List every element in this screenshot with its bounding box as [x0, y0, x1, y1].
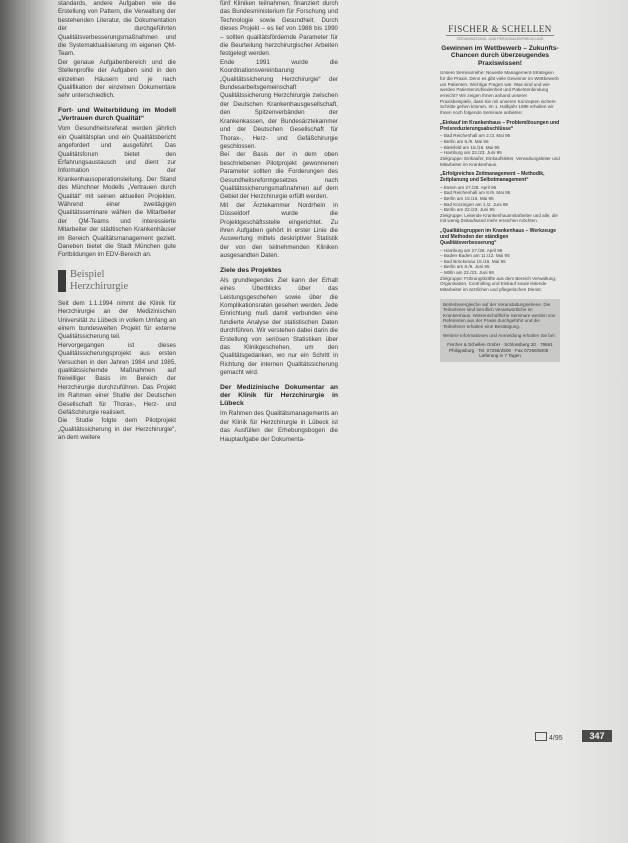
text-column-left	[58, 0, 176, 443]
issue-number: 4/95	[549, 735, 563, 742]
paragraph: fünf Kliniken teilnahmen, finanziert durch das Bundesministerium für Forschung und Technologie sowie Gesundheit. Durch dieses Projekt – es lief von 1988 bis 1990 – sollten qualitätsfördernde Parameter für die Beurteilung herzchirurgischer Arbeiten festgelegt werden.	[220, 0, 338, 58]
page-number: 347	[582, 730, 612, 742]
list-item: – Bad Reichenhall am 2./3. Mai 95	[440, 133, 511, 139]
seminar-title: „Qualitätsgruppen im Krankenhaus – Werkzeuge und Methoden der ständigen Qualitätsverbesserung“	[440, 228, 557, 246]
seminar-title: „Erfolgreiches Zeitmanagement – Methodik, Zeitplanung und Selbstmanagement“	[440, 171, 545, 184]
brand-logo: FISCHER & SCHELLEN	[448, 24, 552, 34]
beispiel-heading	[58, 268, 176, 294]
info-box	[440, 299, 560, 362]
paragraph: Mit der Ärztekammer Nordrhein in Düsseldorf wurde die Projektgeschäftsstelle eingerichtet. Zu ihren Aufgaben gehört in erster Linie die Auswertung mittels deskriptiver Statistik der von den teilnehmenden Kliniken ausgesandten Daten.	[220, 201, 338, 260]
paragraph: Im Rahmen des Qualitätsmanagements an der Klinik für Herzchirurgie in Lübeck ist das Ausfüllen der Erhebungsbogen die Hauptaufgabe der Dokumenta-	[220, 410, 338, 443]
section-heading: Ziele des Projektes	[220, 266, 282, 274]
seminar-note: Zielgruppe: Führungskräfte aus dem Bereich Verwaltung, Organisation, Controlling und Einkauf sowie leitende Mitarbeiter im ärztlichen und pflegerischen Dienst.	[440, 275, 557, 292]
section-heading: Fort- und Weiterbildung im Modell „Vertrauen durch Qualität“	[58, 106, 176, 123]
seminar-block	[440, 229, 560, 292]
seminar-dates	[440, 248, 560, 276]
seminar-note: Zielgruppe: Einkäufer, Einkaufsleiter, Verwaltungsleiter und Mitarbeiter im Krankenhaus.	[440, 155, 560, 167]
list-item: – Bad Krozingen am 1./2. Juni 95	[440, 201, 508, 207]
seminar-block	[440, 172, 560, 224]
beispiel-label: Beispiel	[70, 268, 105, 280]
list-item: – Bad Reichenhall am 8./9. Mai 95	[440, 190, 511, 196]
magazine-logo-icon	[535, 732, 547, 741]
list-item: – Hamburg am 27./28. April 95	[440, 247, 503, 253]
paragraph: standards, andere Aufgaben wie die Erstellung von Pattern, die Verwaltung der bestehenden Literatur, die Dokumentation der durchgeführten Qualitätsverbesserungsmaßnahmen und die Systemaktualisierung im eigenen QM-Team.	[58, 0, 176, 58]
list-item: – Berlin am 8./9. Juni 95	[440, 264, 490, 270]
seminar-dates	[440, 185, 560, 213]
paragraph: Als grundlegendes Ziel kann der Erhalt eines Überblicks über das Leistungsgeschehen sowie über die Komplikationsraten gesehen werden. Jede Einrichtung muß damit verbunden eine fundierte Analyse der statistischen Daten durchführen. Wir verstehen dabei darin die Erstellung von seriösen Statistiken über das Klinikgeschehen, um den Qualitätsgedanken, wo nur ein Schritt in Richtung der internen Qualitätssicherung gemacht wird.	[220, 276, 338, 377]
paragraph: Ende 1991 wurde die Koordinationsvereinbarung „Qualitätssicherung Herzchirurgie“ der Bundesarbeitsgemeinschaft Qualitätssicherung Herzchirurgie zwischen der Deutschen Krankenhausgesellschaft, den Spitzenverbänden der Krankenkassen, der Bundesärztekammer und der Deutschen Gesellschaft für Thorax-, Herz- und Gefäßchirurgie geschlossen.	[220, 58, 338, 150]
info-text: Betriebsvergleiche auf der Veranstaltungsebene. Die Teilnehmer sind beruflich Verantwortliche im Krankenhaus. Wissenschaftliche Seminare werden von Referenten aus der Praxis durchgeführt und die Teilnehmer erhalten eine Bestätigung.	[443, 301, 556, 330]
section-heading: Der Medizinische Dokumentar an der Klinik für Herzchirurgie in Lübeck	[220, 383, 338, 408]
seminar-note: Zielgruppe: Leitende Krankenhausmitarbeiter und alle, die mit wenig Zeitaufwand mehr erreichen möchten.	[440, 212, 558, 224]
info-text: Weitere Informationen und Anmeldung erhalten Sie bei:	[443, 332, 556, 338]
paragraph: Vom Gesundheitsreferat werden jährlich ein Qualitätsplan und ein Qualitätsbericht angefordert und ausgeführt. Das Qualitätsforum bietet den Erfahrungsaustausch und dient zur Information der Krankenhausoperationsleitung. Der Stand des Münchner Modells „Vertrauen durch Qualität“ mit seinen aktuellen Projekten. Während einer zweitägigen Qualitätsseminare wählen die Mitarbeiter der QM-Teams und interessierte Mitarbeiter der städtischen Krankenhäuser im Bereich Qualitätsmanagement gezielt. Daneben bietet die Stadt München gute Fortbildungen im EDV-Bereich an.	[58, 125, 176, 259]
paragraph: Seit dem 1.1.1994 nimmt die Klinik für Herzchirurgie an der Medizinischen Universität zu Lübeck in vollem Umfang an einem bundesweiten Projekt für externe Qualitätssicherung teil.	[58, 299, 176, 341]
list-item: – Essen am 27./28. April 95	[440, 184, 497, 190]
issue-label	[535, 732, 563, 742]
list-item: – Baden-Baden am 11./12. Mai 95	[440, 253, 510, 259]
list-item: – Hamburg am 22./23. Juni 95	[440, 150, 502, 156]
list-item: – Berlin am 15./16. Mai 95	[440, 196, 494, 201]
text-column-middle	[220, 0, 338, 444]
company-address: Fischer & Schellen GmbH · Schlossberg 20 · 76661 Philippsburg · Tel. 07256/2506 · Fax 07256/5006 · Lieferung in 7 Tagen	[447, 342, 553, 359]
seminar-title: „Einkauf im Krankenhaus – Problemlösungen und Preisreduzierungsabschlüsse“	[440, 119, 560, 132]
list-item: – Mölln am 22./23. Juni 95	[440, 269, 494, 275]
paragraph: Bei der Basis der in dem oben beschriebenen Pilotprojekt gewonnenen Parameter sollten die Forderungen des Gesundheitsreformgesetzes nach Qualitätssicherungsmaßnahmen auf dem Gebiet der Herzchirurgie erfüllt werden.	[220, 151, 338, 201]
paragraph: Die Studie folgte dem Pilotprojekt „Qualitätssicherung in der Herzchirurgie“, an dem weitere	[58, 417, 176, 442]
heading-bar	[58, 270, 66, 292]
seminar-block	[440, 121, 560, 167]
list-item: – Bielefeld am 15./16. Mai 95	[440, 144, 500, 150]
paragraph: Hervorgegangen ist dieses Qualitätssicherungsprojekt aus ersten Versuchen in den Jahren 1984 und 1985, qualitätssichernde Maßnahmen auf freiwilliger Basis im Bereich der Herzchirurgie durchzuführen. Das Projekt im Rahmen einer Studie der Deutschen Gesellschaft für Thorax-, Herz- und Gefäßchirurgie realisiert.	[58, 341, 176, 417]
ad-intro: Unsere Seminarreihe: Neueste Management-Strategien für die Praxis. Denn es gibt viele Gewinner im Wettbewerb um Patienten. Wichtige Fragen wie: Was sind und wie werden Patientenzufriedenheit und Patientenbindung erreicht? Wir zeigen Ihnen anhand unserer Praxisbeispiele, dass Sie mit unseren Konzepten sichere Schritte gehen können. Im 1. Halbjahr 1995 erhalten wir Ihnen noch folgende Seminare anbieten:	[440, 70, 559, 116]
beispiel-title: Herzchirurgie	[70, 280, 129, 292]
seminar-dates	[440, 133, 560, 155]
list-item: – Berlin am 8./9. Mai 95	[440, 139, 489, 145]
list-item: – Berlin am 22./23. Juni 95	[440, 207, 495, 213]
brand-tagline: ORGANISATIONS- UND PERSONALENTWICKLUNG	[446, 35, 554, 41]
advertisement-sidebar	[440, 24, 560, 362]
list-item: – Bad Brückenau 15./16. Mai 95	[440, 258, 506, 264]
ad-headline: Gewinnen im Wettbewerb – Zukunfts-Chancen durch überzeugendes Praxiswissen!	[441, 45, 559, 67]
paragraph: Der genaue Aufgabenbereich und die Stellenprofile der Aufgaben sind in den einzelnen Häusern und je nach Qualifikation der einzelnen Dokumentare sehr unterschiedlich.	[58, 58, 176, 100]
